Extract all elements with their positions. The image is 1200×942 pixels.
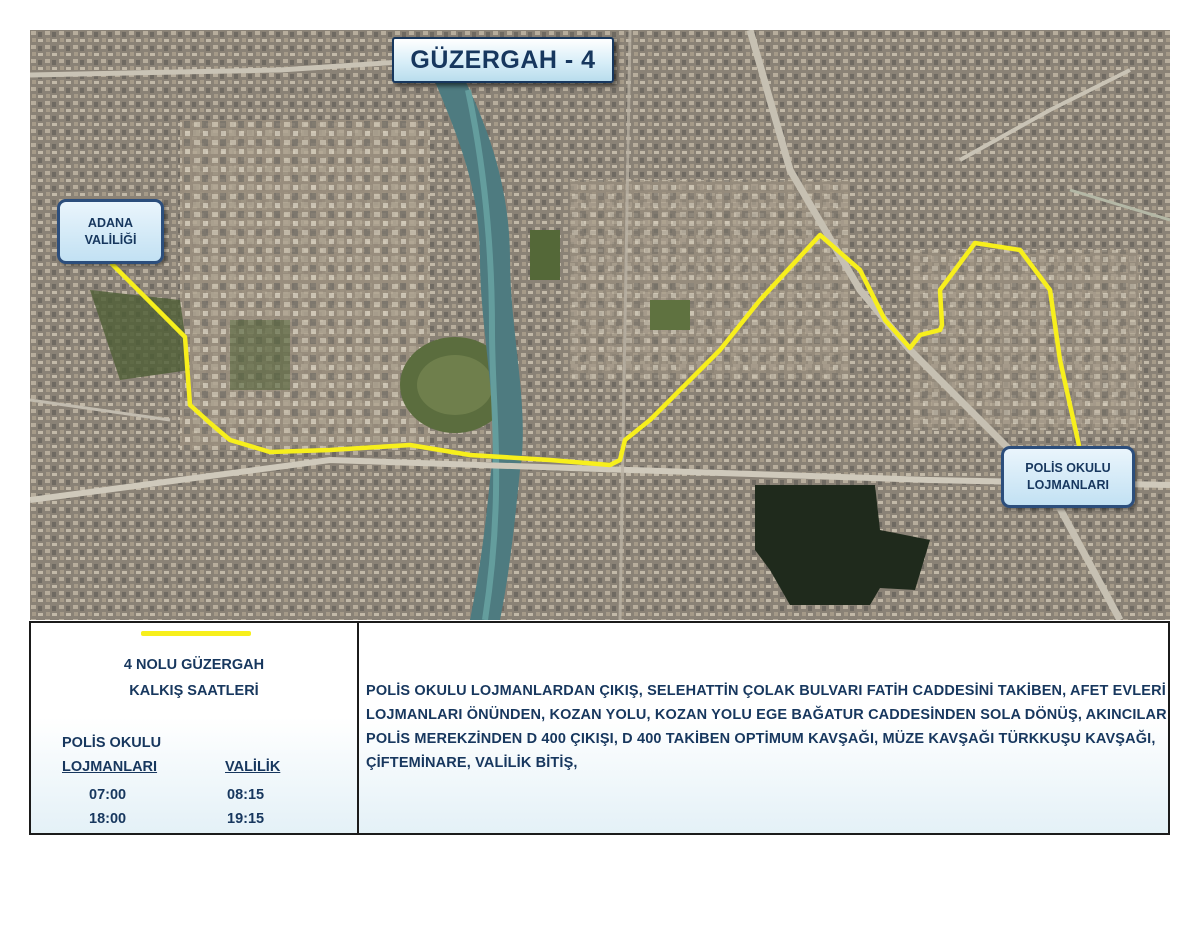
- schedule-heading-line2: KALKIŞ SAATLERİ: [129, 683, 259, 699]
- schedule-row-1-from: 18:00: [89, 811, 127, 827]
- route-title: GÜZERGAH - 4: [392, 37, 614, 83]
- schedule-panel: [31, 623, 359, 833]
- map-canvas: [30, 30, 1170, 620]
- schedule-row-0-from: 07:00: [89, 787, 127, 803]
- route-description: POLİS OKULU LOJMANLARDAN ÇIKIŞ, SELEHATTİN ÇOLAK BULVARI FATİH CADDESİNİ TAKİBEN, AFET EVLERİ LOJMANLARI ÖNÜNDEN, KOZAN YOLU, KOZAN YOLU EGE BAĞATUR CADDESİNDEN SOLA DÖNÜŞ, AKINCILAR POLİS MEREKZİNDEN D 400 ÇIKIŞI, D 400 TAKİBEN OPTİMUM KAVŞAĞI, MÜZE KAVŞAĞI TÜRKKUŞU KAVŞAĞI, ÇİFTEMİNARE, VALİLİK BİTİŞ,: [366, 683, 1167, 771]
- route-legend-swatch: [141, 631, 251, 636]
- end-location-label: POLİS OKULU LOJMANLARI: [1001, 446, 1135, 508]
- route-info-table: [29, 621, 1170, 835]
- satellite-map: [30, 30, 1170, 620]
- route-description-panel: [359, 623, 1168, 833]
- schedule-row-0-to: 08:15: [227, 787, 265, 803]
- start-location-label: ADANA VALİLİĞİ: [57, 199, 164, 264]
- col2-header: VALİLİK: [225, 759, 281, 775]
- schedule-row-1-to: 19:15: [227, 811, 265, 827]
- schedule-heading-line1: 4 NOLU GÜZERGAH: [123, 657, 265, 673]
- col1-header-line1: POLİS OKULU: [62, 735, 162, 751]
- col1-header-line2: LOJMANLARI: [62, 759, 158, 775]
